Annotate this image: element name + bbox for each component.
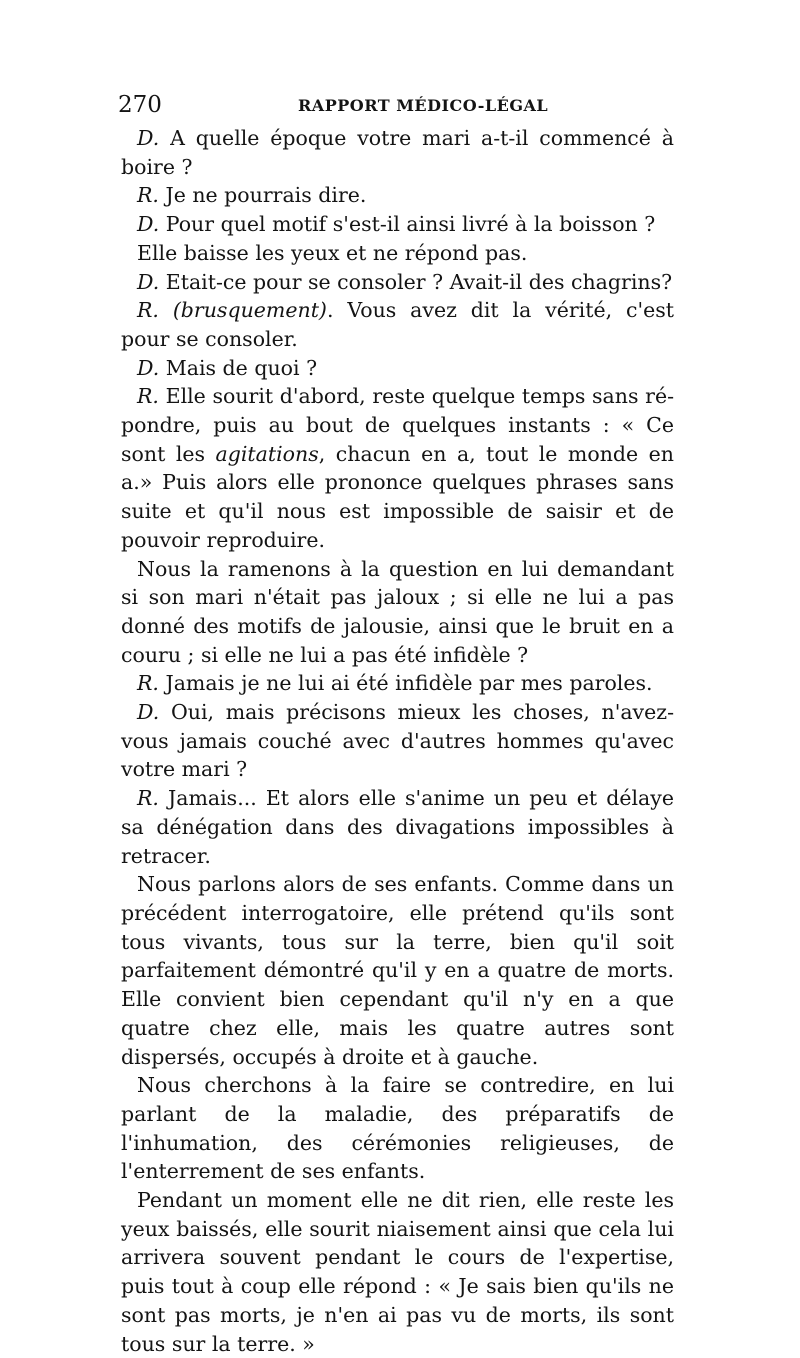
paragraph [121,296,674,353]
paragraph-text: . Vous avez dit la vérité, c'est pour se consoler. [121,298,674,351]
paragraph [121,124,674,181]
paragraph [121,555,674,670]
italic-word: agitations [215,441,319,466]
paragraph [121,698,674,784]
paragraph [121,354,674,383]
speaker-label: R. [137,183,159,208]
paragraph [121,870,674,1071]
stage-direction: (brusquement) [158,298,327,323]
paragraph-text: Mais de quoi ? [159,355,318,380]
paragraph [121,669,674,698]
paragraph [121,239,674,268]
speaker-label: R. [137,298,159,323]
paragraph-text: Pendant un moment elle ne dit rien, elle reste les yeux baissés, elle sourit niaisement ainsi que cela lui arrivera souvent pendant le cours de l'expertise, puis tout à coup elle répond : « Je sais bien qu'ils ne sont pas morts, je n'en ai pas vu de morts, ils sont tous sur la terre. » [121,1188,674,1356]
paragraph [121,181,674,210]
speaker-label: R. [137,671,159,696]
paragraph-text: Elle sourit d'abord, reste quelque temps sans ré-pondre, puis au bout de quelques instants : « Ce sont les [121,384,674,466]
paragraph [121,1186,674,1358]
speaker-label: D. [137,355,160,380]
paragraph-text: Jamais je ne lui ai été infidèle par mes paroles. [158,671,653,696]
speaker-label: R. [137,786,159,811]
paragraph [121,210,674,239]
paragraph-text: Pour quel motif s'est-il ainsi livré à la boisson ? [159,212,656,237]
paragraph [121,382,674,554]
paragraph-text: Jamais... Et alors elle s'anime un peu et délaye sa dénégation dans des divagations impossibles à retracer. [121,786,674,868]
page-number: 270 [118,92,162,118]
paragraph-text: Nous parlons alors de ses enfants. Comme dans un précédent interrogatoire, elle prétend qu'ils sont tous vivants, tous sur la terre, bien qu'il soit parfaitement démontré qu'il y en a quatre de morts. Elle convient bien cependant qu'il n'y en a que quatre chez elle, mais les quatre autres sont dispersés, occupés à droite et à gauche. [121,872,674,1069]
speaker-label: R. [137,384,159,409]
paragraph-text: Nous cherchons à la faire se contredire, en lui parlant de la maladie, des préparatifs de l'inhumation, des cérémonies religieuses, de l'enterrement de ses enfants. [121,1073,674,1184]
paragraph-text: A quelle époque votre mari a-t-il commencé à boire ? [121,126,674,179]
speaker-label: D. [137,269,160,294]
speaker-label: D. [137,126,160,150]
paragraph [121,784,674,870]
paragraph-text: Elle baisse les yeux et ne répond pas. [137,240,528,265]
speaker-label: D. [137,212,160,237]
paragraph [121,1071,674,1186]
paragraph-text: Nous la ramenons à la question en lui demandant si son mari n'était pas jaloux ; si elle ne lui a pas donné des motifs de jalousie, ainsi que le bruit en a couru ; si elle ne lui a pas été infidèle ? [121,556,674,667]
paragraph-text: Je ne pourrais dire. [158,183,367,208]
paragraph-text: Oui, mais précisons mieux les choses, n'avez-vous jamais couché avec d'autres hommes qu'avec votre mari ? [121,700,674,782]
running-title: RAPPORT MÉDICO-LÉGAL [298,96,549,115]
paragraph-text: Etait-ce pour se consoler ? Avait-il des chagrins? [159,269,673,294]
body-text [121,124,674,1358]
paragraph [121,268,674,297]
speaker-label: D. [137,700,160,725]
paragraph-text-after: , chacun en a, tout le monde en a.» Puis alors elle prononce quelques phrases sans suite et qu'il nous est impossible de saisir et de pouvoir reproduire. [121,441,674,552]
